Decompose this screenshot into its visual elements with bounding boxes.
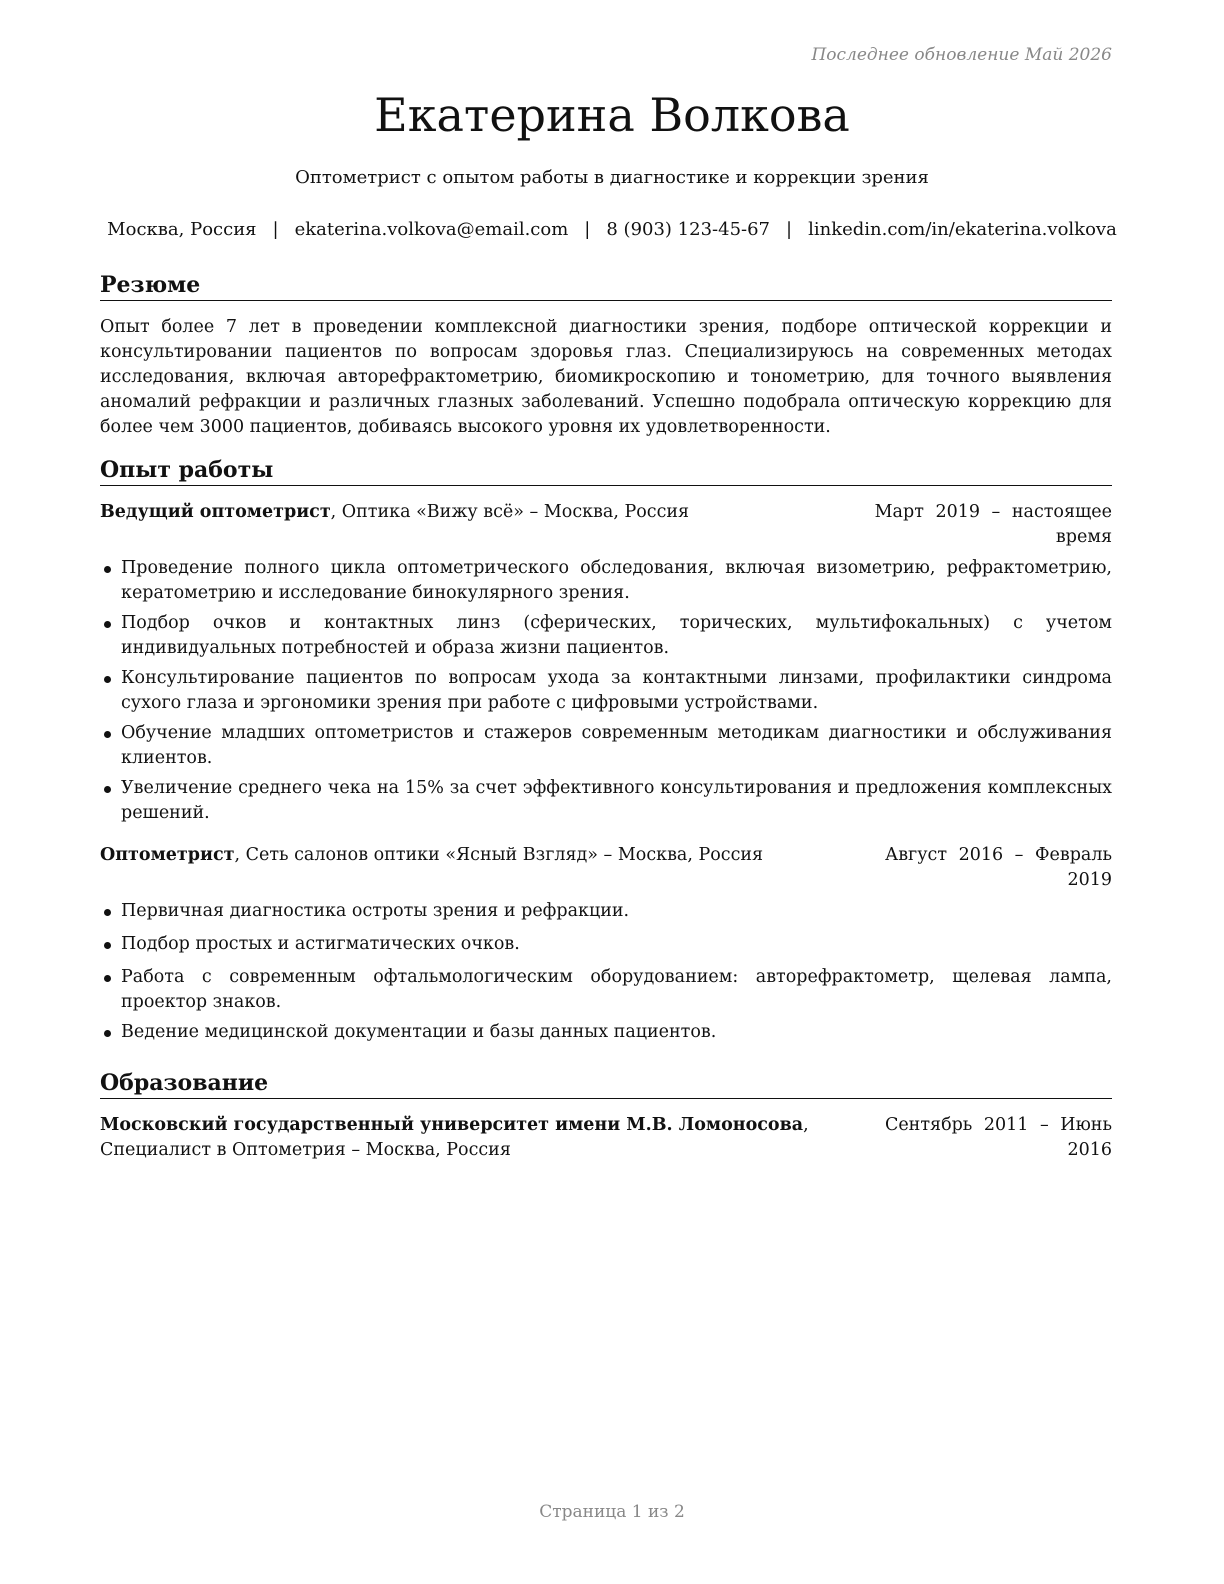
education-entry	[100, 1113, 1112, 1163]
list-item: Первичная диагностика остроты зрения и рефракции.	[100, 899, 1112, 924]
list-item: Подбор очков и контактных линз (сферических, торических, мультифокальных) с учетом индивидуальных потребностей и образа жизни пациентов.	[100, 611, 1112, 661]
job-company: , Оптика «Вижу всё» – Москва, Россия	[330, 502, 690, 522]
job-dates: Март 2019 – настоящее время	[874, 502, 1112, 547]
contact-line	[0, 219, 1224, 240]
contact-separator: |	[272, 219, 279, 240]
last-updated: Последнее обновление Май 2026	[811, 45, 1112, 65]
contact-linkedin[interactable]: linkedin.com/in/ekaterina.volkova	[808, 219, 1117, 240]
job-bullets	[100, 556, 1112, 826]
job-title-line	[100, 843, 862, 893]
job-header	[100, 843, 1112, 893]
job-header	[100, 500, 1112, 550]
contact-separator: |	[584, 219, 591, 240]
education-dates: Сентябрь 2011 – Июнь 2016	[884, 1115, 1112, 1160]
job-entry	[100, 843, 1112, 1045]
list-item: Подбор простых и астигматических очков.	[100, 932, 1112, 957]
job-dates: Август 2016 – Февраль 2019	[884, 845, 1112, 890]
section-title-summary: Резюме	[100, 272, 1112, 301]
tagline: Оптометрист с опытом работы в диагностике и коррекции зрения	[295, 167, 929, 188]
list-item: Работа с современным офтальмологическим оборудованием: авторефрактометр, щелевая лампа, проектор знаков.	[100, 965, 1112, 1015]
list-item: Консультирование пациентов по вопросам ухода за контактными линзами, профилактики синдрома сухого глаза и эргономики зрения при работе с цифровыми устройствами.	[100, 666, 1112, 716]
list-item: Ведение медицинской документации и базы данных пациентов.	[100, 1020, 1112, 1045]
education-title-line	[100, 1113, 882, 1163]
job-role: Ведущий оптометрист	[100, 502, 331, 522]
page-number: Страница 1 из 2	[539, 1502, 685, 1522]
education-section	[100, 1070, 1112, 1163]
summary-section	[100, 272, 1112, 440]
contact-separator: |	[786, 219, 793, 240]
section-title-education: Образование	[100, 1070, 1112, 1099]
contact-phone[interactable]: 8 (903) 123-45-67	[606, 219, 771, 240]
summary-text: Опыт более 7 лет в проведении комплексной диагностики зрения, подборе оптической коррекции и консультировании пациентов по вопросам здоровья глаз. Специализируюсь на современных методах исследования, включая авторефрактометрию, биомикроскопию и тонометрию, для точного выявления аномалий рефракции и различных глазных заболеваний. Успешно подобрала оптическую коррекцию для более чем 3000 пациентов, добиваясь высокого уровня их удовлетворенности.	[100, 317, 1112, 437]
section-title-experience: Опыт работы	[100, 457, 1112, 486]
candidate-name: Екатерина Волкова	[374, 88, 850, 142]
job-role: Оптометрист	[100, 845, 235, 865]
job-company: , Сеть салонов оптики «Ясный Взгляд» – Москва, Россия	[234, 845, 764, 865]
list-item: Увеличение среднего чека на 15% за счет эффективного консультирования и предложения комплексных решений.	[100, 776, 1112, 826]
job-entry	[100, 500, 1112, 826]
job-bullets	[100, 899, 1112, 1045]
experience-section	[100, 457, 1112, 1050]
contact-city: Москва, Россия	[107, 219, 257, 240]
job-title-line	[100, 500, 862, 550]
education-institution: Московский государственный университет имени М.В. Ломоносова	[100, 1115, 804, 1135]
list-item: Обучение младших оптометристов и стажеров современным методикам диагностики и обслуживания клиентов.	[100, 721, 1112, 771]
education-details: , Специалист в Оптометрия – Москва, Россия	[100, 1115, 809, 1160]
list-item: Проведение полного цикла оптометрического обследования, включая визометрию, рефрактометрию, кератометрию и исследование бинокулярного зрения.	[100, 556, 1112, 606]
contact-email[interactable]: ekaterina.volkova@email.com	[294, 219, 569, 240]
